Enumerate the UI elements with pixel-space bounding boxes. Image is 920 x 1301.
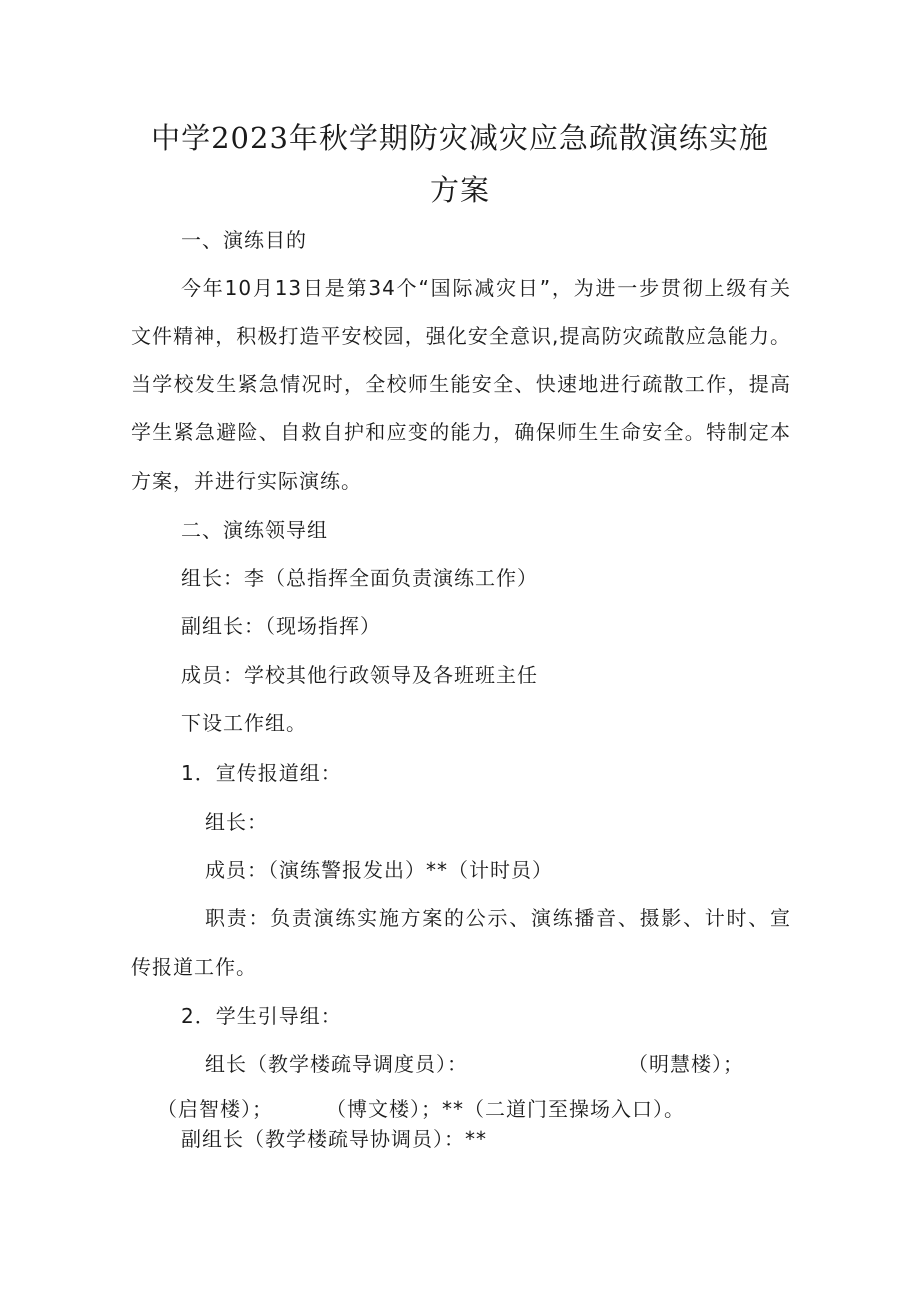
group2-deputy: 副组长（教学楼疏导协调员）：** (181, 1127, 487, 1151)
section1-heading: 一、演练目的 (181, 228, 307, 252)
section2-heading: 二、演练领导组 (181, 518, 328, 542)
group2-leader-label: 组长（教学楼疏导调度员）： (205, 1052, 468, 1076)
document-title-line2: 方案 (429, 173, 490, 207)
group2-leader-qizhi: （启智楼）； (157, 1097, 273, 1121)
leader-line: 组长：李（总指挥全面负责演练工作） (181, 566, 538, 590)
group2-leader-bowen: （博文楼）；**（二道门至操场入口）。 (326, 1097, 685, 1121)
group1-leader: 组长： (205, 810, 268, 834)
group2-heading: 2．学生引导组： (181, 1004, 342, 1028)
sub-groups-intro: 下设工作组。 (181, 711, 307, 735)
paragraph-line: 方案，并进行实际演练。 (131, 469, 362, 493)
document-title-line1: 中学2023年秋学期防灾减灾应急疏散演练实施 (151, 121, 769, 155)
group1-heading: 1．宣传报道组： (181, 761, 342, 785)
paragraph-line: 今年10月13日是第34个“国际减灾日”，为进一步贯彻上级有关 (181, 276, 791, 300)
group1-members: 成员：（演练警报发出）**（计时员） (205, 858, 553, 882)
group1-duty-line2: 传报道工作。 (131, 955, 257, 979)
group2-leader-mingshui: （明慧楼）； (628, 1052, 744, 1076)
group1-duty-line1: 职责：负责演练实施方案的公示、演练播音、摄影、计时、宣 (205, 906, 791, 930)
members-line: 成员：学校其他行政领导及各班班主任 (181, 663, 538, 687)
deputy-leader-line: 副组长：（现场指挥） (181, 614, 381, 638)
paragraph-line: 当学校发生紧急情况时，全校师生能安全、快速地进行疏散工作，提高 (131, 372, 791, 396)
paragraph-line: 文件精神，积极打造平安校园，强化安全意识,提高防灾疏散应急能力。 (131, 324, 791, 348)
paragraph-line: 学生紧急避险、自救自护和应变的能力，确保师生生命安全。特制定本 (131, 420, 791, 444)
